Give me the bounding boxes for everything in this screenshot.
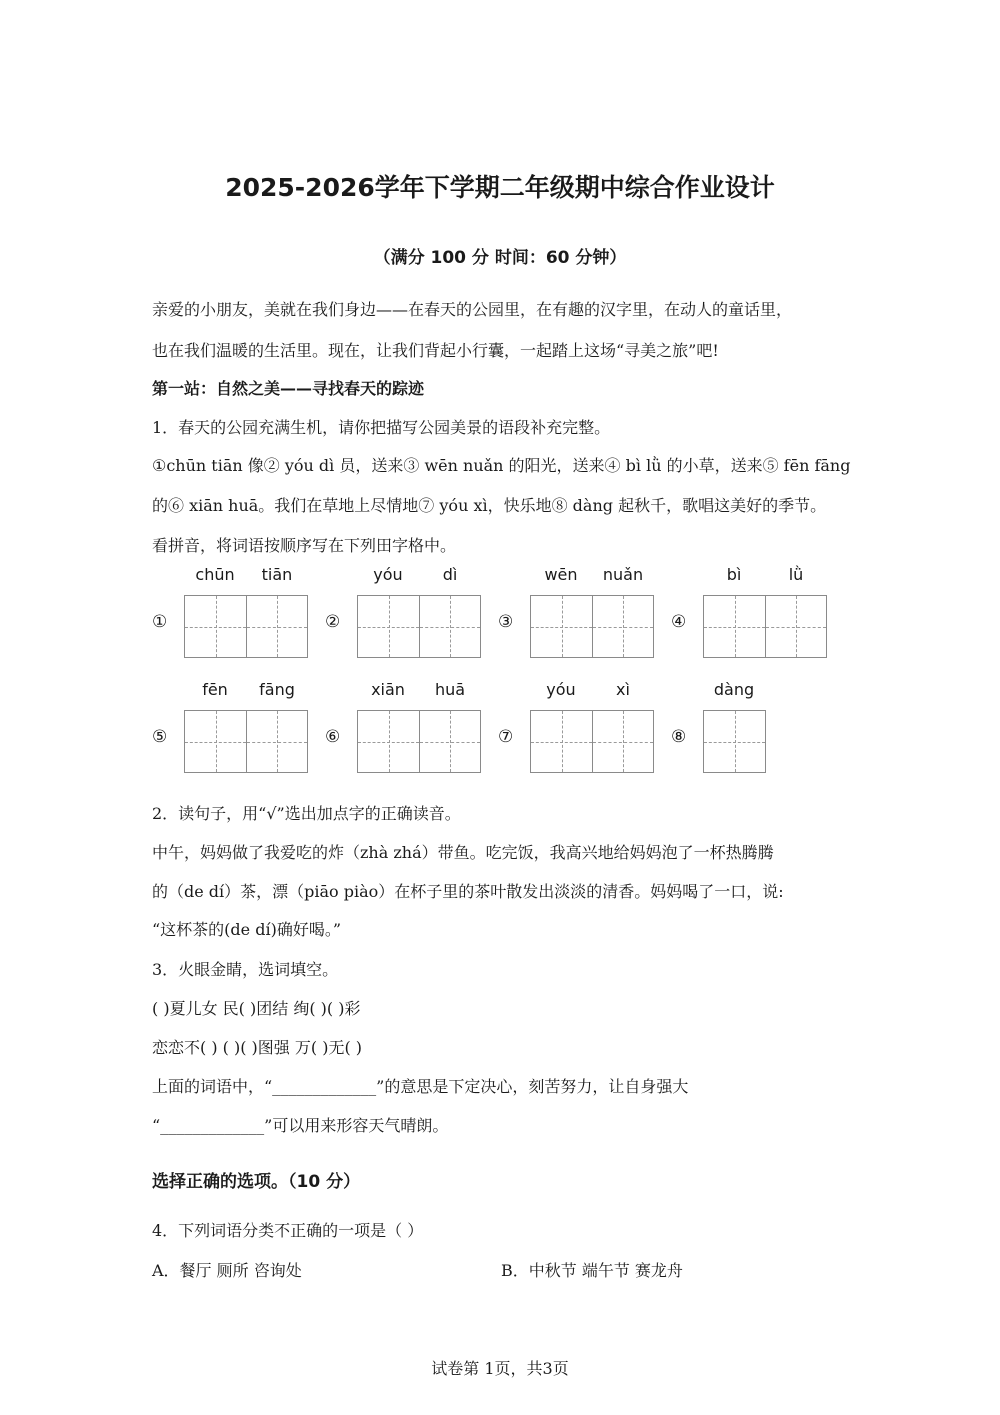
pinyin-label: chūn xyxy=(195,565,235,584)
score-time-info: （满分 100 分 时间：60 分钟） xyxy=(373,248,627,268)
q4-option-a: A．餐厅 厕所 咨询处 xyxy=(152,1261,302,1280)
tianzige-8[interactable] xyxy=(703,680,766,773)
pinyin-label: yóu xyxy=(373,565,403,584)
page-footer: 试卷第 1页，共3页 xyxy=(431,1359,569,1378)
writing-cell[interactable] xyxy=(704,596,765,657)
q2-passage-line-1: 中午，妈妈做了我爱吃的炸（zhà zhá）带鱼。吃完饭，我高兴地给妈妈泡了一杯热腾腾 xyxy=(152,843,774,862)
writing-cell[interactable] xyxy=(246,596,307,657)
tianzige-3[interactable] xyxy=(530,565,654,658)
writing-cell[interactable] xyxy=(246,711,307,772)
grid-number-1: ① xyxy=(152,612,168,632)
pinyin-label: yóu xyxy=(546,680,576,699)
grid-number-8: ⑧ xyxy=(671,727,687,747)
pinyin-label: fēn xyxy=(202,680,228,699)
pinyin-label: bì xyxy=(726,565,742,584)
grid-number-2: ② xyxy=(325,612,341,632)
grid-number-4: ④ xyxy=(671,612,687,632)
tianzige-6[interactable] xyxy=(357,680,481,773)
tianzige-2[interactable] xyxy=(357,565,481,658)
pinyin-label: nuǎn xyxy=(602,565,644,584)
q4-stem: 4．下列词语分类不正确的一项是（ ） xyxy=(152,1221,424,1240)
tianzige-5[interactable] xyxy=(184,680,308,773)
pinyin-label: huā xyxy=(434,680,466,699)
tianzige-4[interactable] xyxy=(703,565,827,658)
writing-cell[interactable] xyxy=(531,711,592,772)
q1-instruction: 看拼音，将词语按顺序写在下列田字格中。 xyxy=(152,536,457,555)
q3-fill-line-1: 上面的词语中，“_____________”的意思是下定决心，刻苦努力，让自身强大 xyxy=(152,1077,689,1096)
page-title: 2025-2026学年下学期二年级期中综合作业设计 xyxy=(225,173,775,202)
section-heading-choice: 选择正确的选项。（10 分） xyxy=(152,1172,361,1192)
writing-cell[interactable] xyxy=(358,711,419,772)
q3-blanks-line-2: 恋恋不( ) ( )( )图强 万( )无( ) xyxy=(152,1038,363,1057)
q3-blanks-line-1: ( )夏儿女 民( )团结 绚( )( )彩 xyxy=(152,999,361,1018)
q2-passage-line-3: “这杯茶的(de dí)确好喝。” xyxy=(152,920,342,939)
pinyin-label: xì xyxy=(616,680,630,699)
grid-number-6: ⑥ xyxy=(325,727,341,747)
q2-passage-line-2: 的（de dí）茶，漂（piāo piào）在杯子里的茶叶散发出淡淡的清香。妈妈喝了一口，说: xyxy=(152,882,784,901)
writing-cell[interactable] xyxy=(704,711,765,772)
q2-stem: 2．读句子，用“√”选出加点字的正确读音。 xyxy=(152,804,461,823)
tianzige-7[interactable] xyxy=(530,680,654,773)
intro-line-2: 也在我们温暖的生活里。现在，让我们背起小行囊，一起踏上这场“寻美之旅”吧! xyxy=(152,341,719,360)
writing-cell[interactable] xyxy=(185,711,246,772)
writing-cell[interactable] xyxy=(765,596,826,657)
writing-cell[interactable] xyxy=(531,596,592,657)
grid-number-7: ⑦ xyxy=(498,727,514,747)
writing-cell[interactable] xyxy=(592,711,653,772)
pinyin-label: xiān xyxy=(371,680,405,699)
pinyin-label: lǜ xyxy=(788,565,804,584)
writing-cell[interactable] xyxy=(185,596,246,657)
grid-number-5: ⑤ xyxy=(152,727,168,747)
writing-cell[interactable] xyxy=(358,596,419,657)
station-heading: 第一站：自然之美——寻找春天的踪迹 xyxy=(152,379,425,398)
q3-fill-line-2: “_____________”可以用来形容天气晴朗。 xyxy=(152,1116,449,1135)
writing-cell[interactable] xyxy=(419,596,480,657)
intro-line-1: 亲爱的小朋友，美就在我们身边——在春天的公园里，在有趣的汉字里，在动人的童话里， xyxy=(152,300,793,319)
q1-stem: 1．春天的公园充满生机，请你把描写公园美景的语段补充完整。 xyxy=(152,418,611,437)
pinyin-label: dì xyxy=(442,565,458,584)
writing-cell[interactable] xyxy=(419,711,480,772)
pinyin-label: tiān xyxy=(261,565,293,584)
q3-stem: 3．火眼金睛，选词填空。 xyxy=(152,960,339,979)
pinyin-label: fāng xyxy=(259,680,295,699)
q1-passage-line-1: ①chūn tiān 像② yóu dì 员，送来③ wēn nuǎn 的阳光，送来④ bì lǜ 的小草，送来⑤ fēn fāng xyxy=(152,456,851,475)
pinyin-label: wēn xyxy=(544,565,578,584)
pinyin-label: dàng xyxy=(713,680,755,699)
tianzige-1[interactable] xyxy=(184,565,308,658)
writing-cell[interactable] xyxy=(592,596,653,657)
q1-passage-line-2: 的⑥ xiān huā。我们在草地上尽情地⑦ yóu xì，快乐地⑧ dàng 起秋千，歌唱这美好的季节。 xyxy=(152,496,827,515)
q4-option-b: B．中秋节 端午节 赛龙舟 xyxy=(501,1261,683,1280)
grid-number-3: ③ xyxy=(498,612,514,632)
